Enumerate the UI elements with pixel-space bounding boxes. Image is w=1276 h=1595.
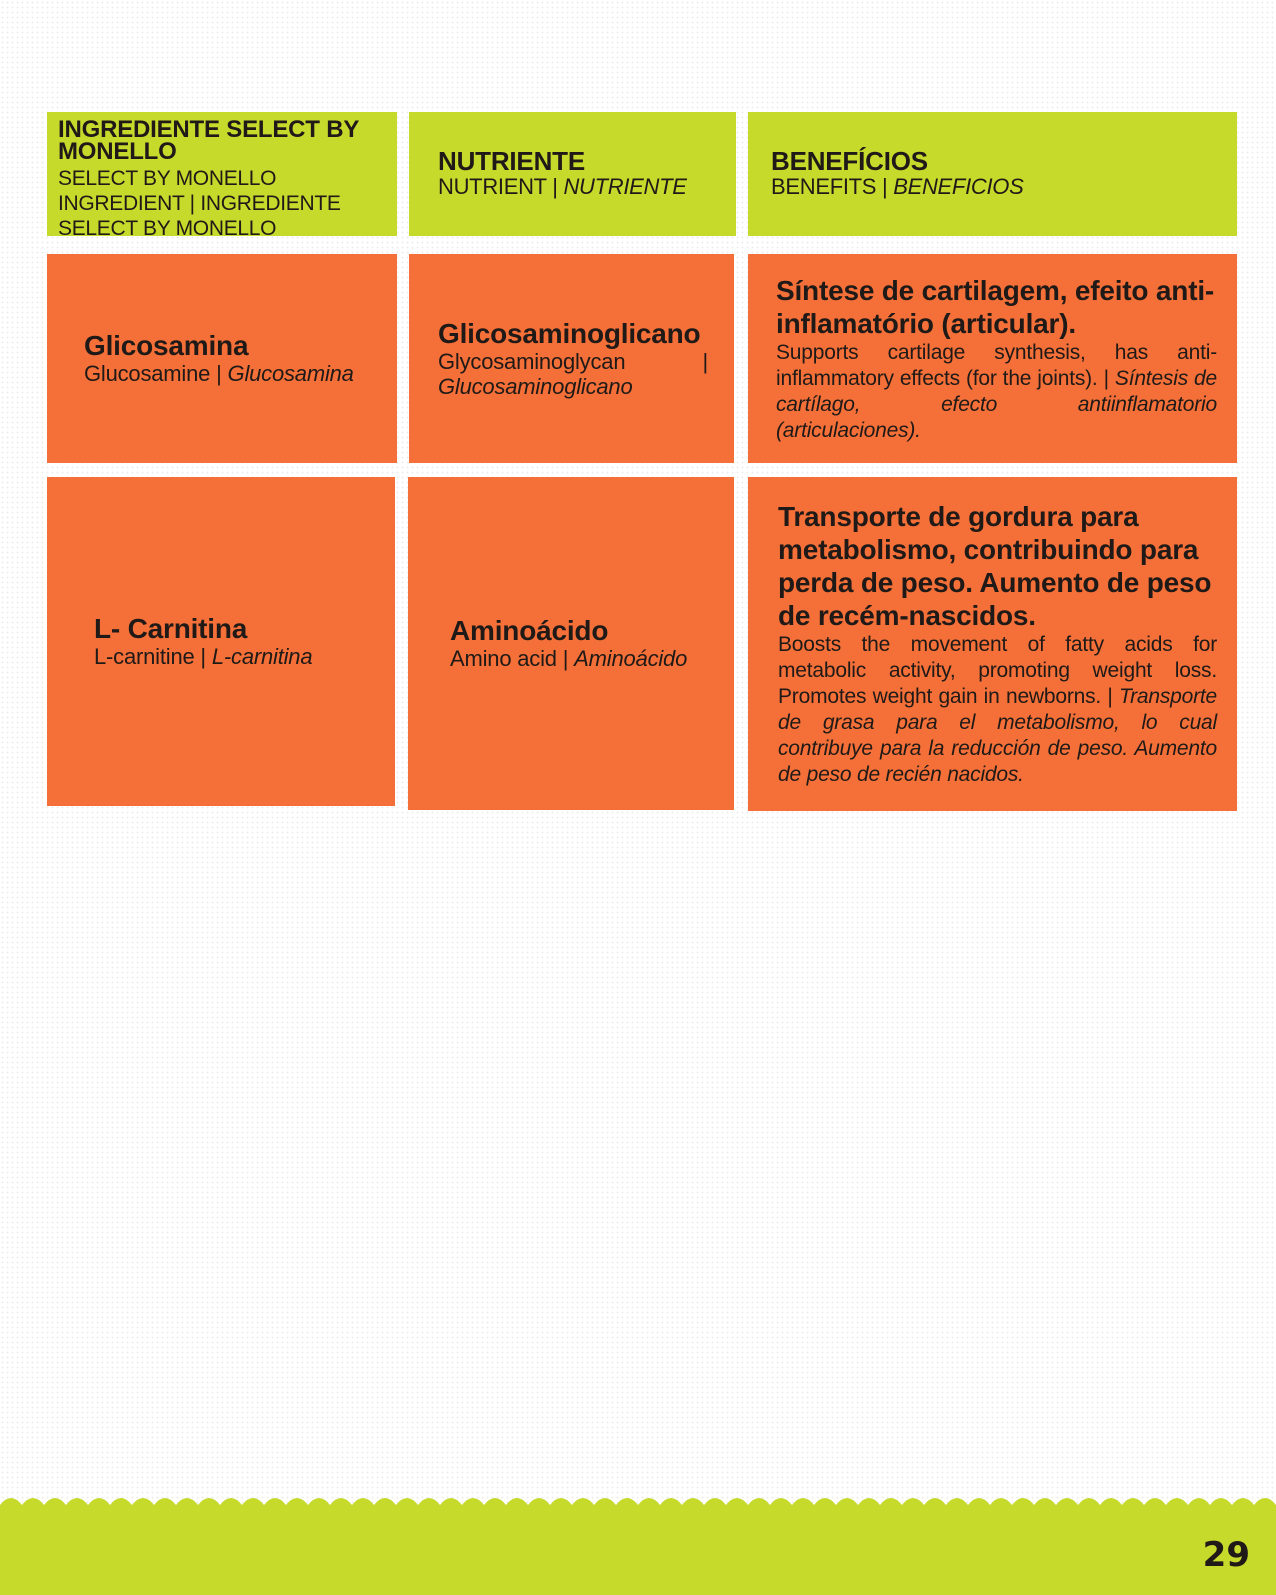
header-nutrient-cell [409,112,736,236]
header-benefits-subtitle: BENEFITS | BENEFICIOS [771,174,1024,199]
header-nutrient-title: NUTRIENTE [438,146,585,176]
header-benefits-title: BENEFÍCIOS [771,146,928,176]
row2-benefit-title: Transporte de gordura para metabolismo, contribuindo para perda de peso. Aumento de peso de recém-nascidos. [778,501,1212,631]
row2-benefit-cell [748,477,1237,811]
row2-ingredient-cell [47,477,395,806]
row1-ingredient-cell [47,254,397,463]
row2-ingredient-name: L- Carnitina [94,613,248,644]
row1-benefit-title: Síntese de cartilagem, efeito anti-inflamatório (articular). [776,274,1215,339]
row1-nutrient-translation-es: Glucosaminoglicano [438,373,633,399]
footer-wave-decoration [0,1491,1276,1507]
footer-band [0,1505,1276,1595]
row1-nutrient-cell [409,254,734,463]
header-ingredient-cell [47,112,397,240]
row1-nutrient-translation: Glycosaminoglycan | [438,348,708,374]
header-ingredient-title: INGREDIENTE SELECT BY MONELLO [58,116,359,165]
header-nutrient-subtitle: NUTRIENT | NUTRIENTE [438,174,687,199]
row1-benefit-text: Supports cartilage synthesis, has anti-inflammatory effects (for the joints). | Síntesis de cartílago, efecto antiinflamatorio (articulaciones). [776,340,1217,442]
row2-nutrient-name: Aminoácido [450,615,609,646]
row1-benefit-cell [748,254,1237,463]
header-benefits-cell [748,112,1237,236]
row1-ingredient-translation: Glucosamine | Glucosamina [84,361,354,386]
row2-nutrient-translation: Amino acid | Aminoácido [450,646,688,671]
row2-ingredient-translation: L-carnitine | L-carnitina [94,644,313,669]
row2-benefit-text: Boosts the movement of fatty acids for metabolic activity, promoting weight loss. Promotes weight gain in newborns. | Transporte de grasa para el metabolismo, lo cual contribuye para la reducción de peso. Aumento de peso de recién nacidos. [778,633,1217,786]
page-number: 29 [1202,1535,1250,1575]
row2-nutrient-cell [408,477,734,810]
row1-nutrient-name: Glicosaminoglicano [438,317,701,349]
row1-ingredient-name: Glicosamina [84,330,249,361]
header-ingredient-subtitle: SELECT BY MONELLO INGREDIENT | INGREDIENTE SELECT BY MONELLO [58,167,341,240]
